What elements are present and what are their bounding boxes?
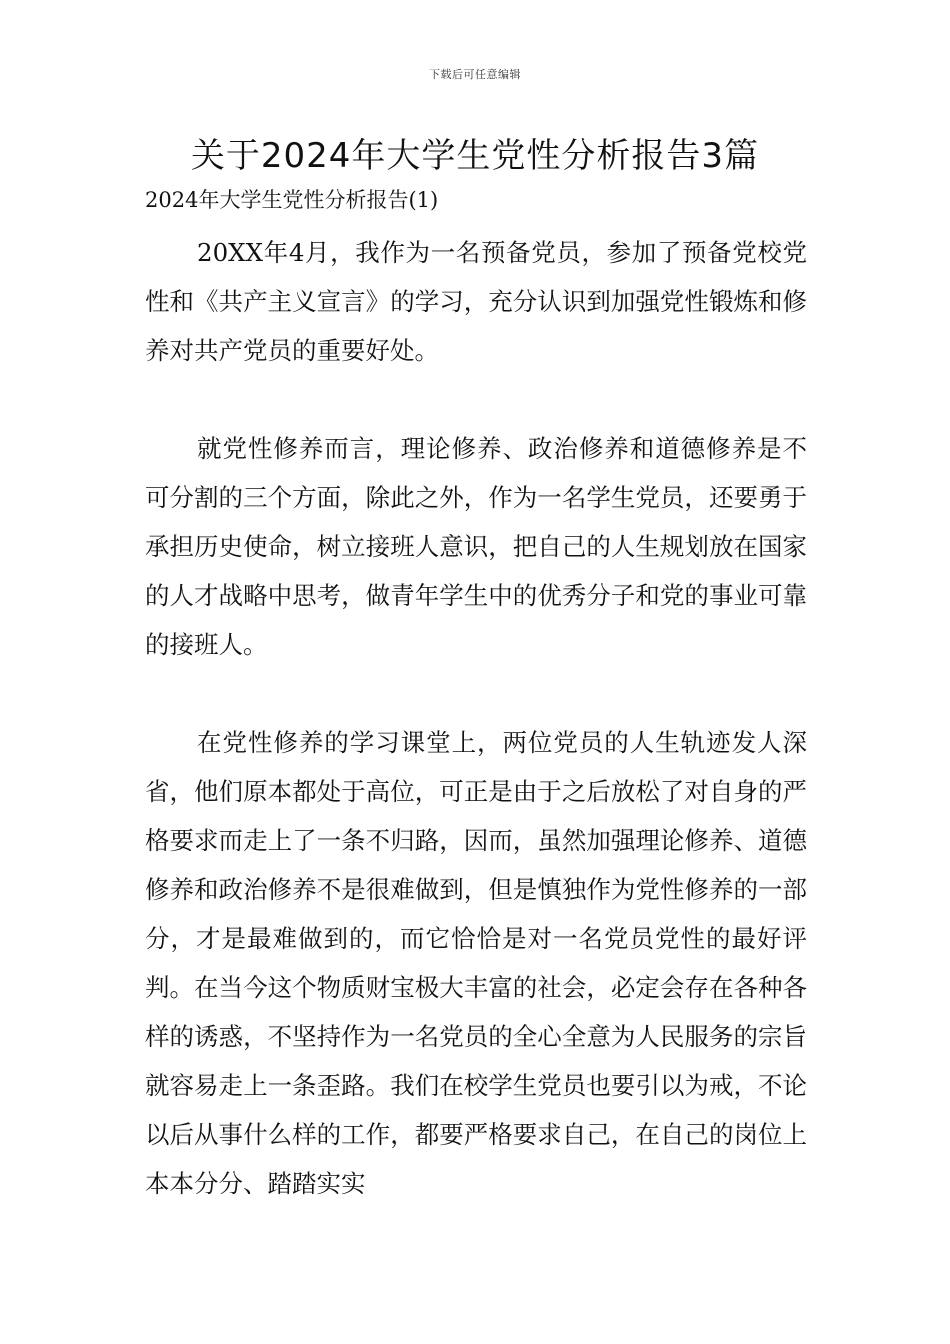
paragraph-1: 20XX年4月，我作为一名预备党员，参加了预备党校党性和《共产主义宣言》的学习，充分认识到加强党性锻炼和修养对共产党员的重要好处。: [145, 238, 807, 365]
paragraph-3: 在党性修养的学习课堂上，两位党员的人生轨迹发人深省，他们原本都处于高位，可正是由于之后放松了对自身的严格要求而走上了一条不归路，因而，虽然加强理论修养、道德修养和政治修养不是很难做到，但是慎独作为党性修养的一部分，才是最难做到的，而它恰恰是对一名党员党性的最好评判。在当今这个物质财宝极大丰富的社会，必定会存在各种各样的诱惑，不坚持作为一名党员的全心全意为人民服务的宗旨就容易走上一条歪路。我们在校学生党员也要引以为戒，不论以后从事什么样的工作，都要严格要求自己，在自己的岗位上本本分分、踏踏实实: [145, 728, 807, 1198]
section-subtitle: 2024年大学生党性分析报告(1): [145, 188, 439, 212]
document-body: [145, 228, 807, 1208]
header-note: 下载后可任意编辑: [429, 68, 521, 81]
document-title: 关于2024年大学生党性分析报告3篇: [190, 136, 760, 176]
paragraph-2: 就党性修养而言，理论修养、政治修养和道德修养是不可分割的三个方面，除此之外，作为一名学生党员，还要勇于承担历史使命，树立接班人意识，把自己的人生规划放在国家的人才战略中思考，做青年学生中的优秀分子和党的事业可靠的接班人。: [145, 434, 807, 659]
